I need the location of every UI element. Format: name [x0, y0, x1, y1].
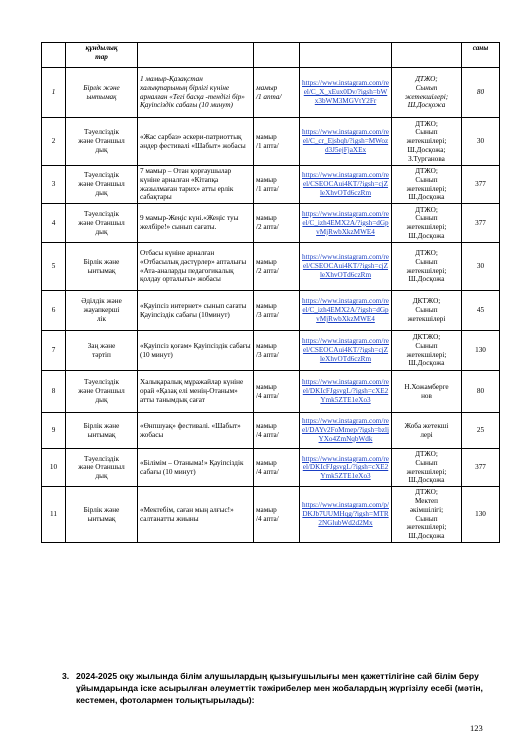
row-responsible: ДТЖО; Сынып жетекшілері; Ш.Досқожа — [392, 243, 462, 291]
row-count: 80 — [462, 68, 500, 118]
row-count: 377 — [462, 204, 500, 243]
row-week: мамыр /2 апта/ — [254, 204, 300, 243]
row-number: 10 — [42, 449, 66, 487]
row-week: мамыр /3 апта/ — [254, 291, 300, 331]
row-link[interactable]: https://www.instagram.com/reel/C_izh4EMX2A/?igsh=dGpvMjRwbXkzMWE4 — [300, 291, 392, 331]
row-week: мамыр /1 апта/ — [254, 166, 300, 204]
row-direction: Тәуелсіздік және Отаншыл дық — [66, 371, 138, 413]
header-cell-event — [138, 43, 254, 68]
row-week: мамыр /4 апта/ — [254, 413, 300, 449]
header-cell-num — [42, 43, 66, 68]
row-count: 25 — [462, 413, 500, 449]
row-week: мамыр /4 апта/ — [254, 487, 300, 543]
row-number: 6 — [42, 291, 66, 331]
row-count: 30 — [462, 243, 500, 291]
row-direction: Бірлік және ынтымақ — [66, 68, 138, 118]
row-direction: Бірлік және ынтымақ — [66, 243, 138, 291]
header-cell-resp — [392, 43, 462, 68]
table-row — [42, 331, 500, 371]
row-event: Отбасы күніне арналған «Отбасылық дәстүрлер» апталығы «Ата-аналарды педагогикалық қолдау орталығы» жобасы — [138, 243, 254, 291]
row-direction: Әділдік және жауапкерші лік — [66, 291, 138, 331]
table-row — [42, 487, 500, 543]
row-event: «Мектебім, саған мың алғыс!» салтанатты жиыны — [138, 487, 254, 543]
row-event: 7 мамыр – Отан қорғаушылар күніне арналған «Кітапқа жазылмаған тарих» атты ерлік сабақтары — [138, 166, 254, 204]
row-responsible: Н.Хожамберге нов — [392, 371, 462, 413]
row-number: 9 — [42, 413, 66, 449]
header-cell-count: саны — [462, 43, 500, 68]
table-row — [42, 118, 500, 166]
row-week: мамыр /2 апта/ — [254, 243, 300, 291]
row-week: мамыр /1 апта/ — [254, 118, 300, 166]
header-cell-direction: құндылық тар — [66, 43, 138, 68]
row-direction: Бірлік және ынтымақ — [66, 487, 138, 543]
table-row — [42, 204, 500, 243]
row-link[interactable]: https://www.instagram.com/reel/DKIcFJgsvgL/?igsh=cXE2Ymk5ZTE1eXo3 — [300, 371, 392, 413]
table-row — [42, 371, 500, 413]
section-heading — [62, 671, 500, 707]
table-row — [42, 166, 500, 204]
row-week: мамыр /1 апта/ — [254, 68, 300, 118]
row-count: 80 — [462, 371, 500, 413]
page-number: 123 — [470, 723, 483, 733]
row-responsible: ДТЖО; Сынып жетекшілері; Ш.Досқожа — [392, 68, 462, 118]
row-week: мамыр /4 апта/ — [254, 449, 300, 487]
row-direction: Тәуелсіздік және Отаншыл дық — [66, 204, 138, 243]
section-heading-text: 2024-2025 оқу жылында білім алушылардың қызығушылығы мен қажеттілігіне сай білім беру ұйымдарында іске асырылған әлеуметтік тәжірибелер мен жобалардың жүргізілу есебі (мәтін, кестемен, фотолармен толықтырылады): — [76, 671, 483, 705]
row-direction: Бірлік және ынтымақ — [66, 413, 138, 449]
row-event: «Қауіпсіз қоғам» Қауіпсіздік сабағы (10 минут) — [138, 331, 254, 371]
events-table — [41, 42, 500, 543]
row-number: 5 — [42, 243, 66, 291]
header-cell-link — [300, 43, 392, 68]
row-event: «Білімім – Отаныма!» Қауіпсіздік сабағы (10 минут) — [138, 449, 254, 487]
row-number: 7 — [42, 331, 66, 371]
row-week: мамыр /4 апта/ — [254, 371, 300, 413]
row-link[interactable]: https://www.instagram.com/reel/DKIcFJgsvgL/?igsh=cXE2Ymk5ZTE1eXo3 — [300, 449, 392, 487]
row-direction: Тәуелсіздік және Отаншыл дық — [66, 166, 138, 204]
row-responsible: ДТЖО; Сынып жетекшілері; Ш.Досқожа — [392, 449, 462, 487]
row-event: 9 мамыр-Жеңіс күні.«Жеңіс туы желбіре!» сынып сағаты. — [138, 204, 254, 243]
table-row — [42, 243, 500, 291]
row-responsible: ДТЖО; Мектеп әкімшілігі; Сынып жетекшілері; Ш.Досқожа — [392, 487, 462, 543]
row-link[interactable]: https://www.instagram.com/reel/C_X_xEux0Dv/?igsh=bWx3bWM3MGVtY2Fr — [300, 68, 392, 118]
row-number: 3 — [42, 166, 66, 204]
header-cell-week — [254, 43, 300, 68]
row-responsible: ДКТЖО; Сынып жетекшілері; Ш.Досқожа — [392, 331, 462, 371]
row-count: 45 — [462, 291, 500, 331]
table-row — [42, 291, 500, 331]
row-responsible: ДТЖО; Сынып жетекшілері; Ш.Досқожа; З.Турганова — [392, 118, 462, 166]
table-row — [42, 68, 500, 118]
row-number: 4 — [42, 204, 66, 243]
row-link[interactable]: https://www.instagram.com/reel/CSEOCAui4KT/?igsh=cjZleXhvOTd6czRm — [300, 331, 392, 371]
row-number: 2 — [42, 118, 66, 166]
row-count: 30 — [462, 118, 500, 166]
row-event: «Өнпшуақ» фестивалі. «Шабыт» жобасы — [138, 413, 254, 449]
row-direction: Тәуелсіздік және Отаншыл дық — [66, 449, 138, 487]
row-event: «Жас сарбаз» әскери-патриоттық әндер фестивалі «Шабыт» жобасы — [138, 118, 254, 166]
row-responsible: ДКТЖО; Сынып жетекшілері — [392, 291, 462, 331]
row-link[interactable]: https://www.instagram.com/reel/C_cr_Ejsbqh/?igsh=MWozd3J5ejFjaXEx — [300, 118, 392, 166]
row-direction: Заң және тәртіп — [66, 331, 138, 371]
row-responsible: ДТЖО; Сынып жетекшілері; Ш.Досқожа — [392, 166, 462, 204]
row-link[interactable]: https://www.instagram.com/p/DKJb7UUMHqg/?igsh=MTR2NGlubWd2d2Mx — [300, 487, 392, 543]
row-count: 130 — [462, 487, 500, 543]
row-number: 8 — [42, 371, 66, 413]
row-link[interactable]: https://www.instagram.com/reel/C_izh4EMX2A/?igsh=dGpvMjRwbXkzMWE4 — [300, 204, 392, 243]
row-event: 1 мамыр-Қазақстан халықтарының бірлігі күніне арналған «Тегі басқа -тендігі бір» Қауіпсіздік сабағы (10 минут) — [138, 68, 254, 118]
row-direction: Тәуелсіздік және Отаншыл дық — [66, 118, 138, 166]
row-count: 130 — [462, 331, 500, 371]
row-link[interactable]: https://www.instagram.com/reel/CSEOCAui4KT/?igsh=cjZleXhvOTd6czRm — [300, 243, 392, 291]
section-number: 3. — [62, 671, 70, 681]
row-number: 1 — [42, 68, 66, 118]
row-responsible: Жоба жетекші лері — [392, 413, 462, 449]
table-header-row — [42, 43, 500, 68]
row-count: 377 — [462, 166, 500, 204]
row-week: мамыр /3 апта/ — [254, 331, 300, 371]
row-link[interactable]: https://www.instagram.com/reel/DAYv2FoMmep/?igsh=bzljYXo4ZmNqbWdk — [300, 413, 392, 449]
row-link[interactable]: https://www.instagram.com/reel/CSEOCAui4KT/?igsh=cjZleXhvOTd6czRm — [300, 166, 392, 204]
row-count: 377 — [462, 449, 500, 487]
table-row — [42, 413, 500, 449]
row-responsible: ДТЖО; Сынып жетекшілері; Ш.Досқожа — [392, 204, 462, 243]
row-event: Халықаралық мұражайлар күніне орай «Қазақ елі менің-Отаным» атты танымдық сағат — [138, 371, 254, 413]
row-number: 11 — [42, 487, 66, 543]
table-row — [42, 449, 500, 487]
row-event: «Қауіпсіз интернет» сынып сағаты Қауіпсіздік сабағы (10минут) — [138, 291, 254, 331]
